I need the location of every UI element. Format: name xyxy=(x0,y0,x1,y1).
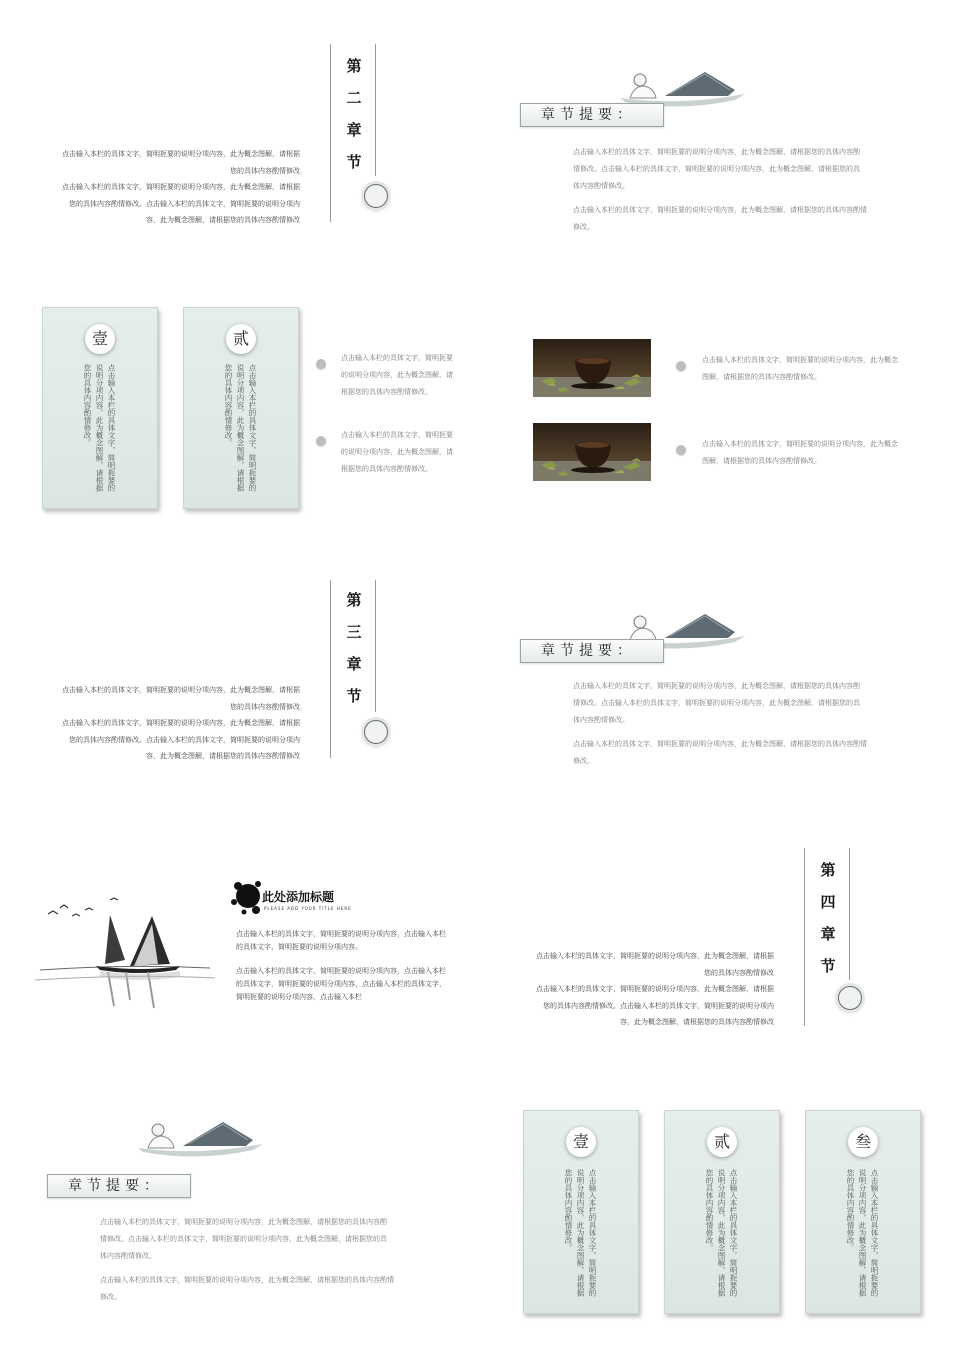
slide-summary xyxy=(480,540,960,810)
chapter-title: 第 三 章 节 xyxy=(346,591,362,705)
chapter-text: 点击输入本栏的具体文字，简明扼要的说明分项内容，此为概念图解，请根据 您的具体内容酌情修改 点击输入本栏的具体文字，简明扼要的说明分项内容，此为概念图解，请根据 您的具体内容酌情修改。点击输入本栏的具体文字，简明扼要的说明分项内 容，此为概念图解，请根据您的具体内容酌情修改 xyxy=(62,686,300,760)
bullet-icon xyxy=(676,445,686,455)
card-number: 叁 xyxy=(848,1127,878,1157)
ink-subtitle: PLEASE ADD YOUR TITLE HERE xyxy=(264,906,352,911)
chapter-circle-icon xyxy=(838,986,862,1010)
summary-label: 章节提要： xyxy=(541,643,636,659)
bullet-text: 点击输入本栏的具体文字，简明扼要 的说明分项内容，此为概念图解，请 根据您的具体内容酌情修改。 xyxy=(341,354,453,396)
bullet-icon xyxy=(316,436,326,446)
chapter-divider xyxy=(375,580,376,712)
bullet-text: 点击输入本栏的具体文字，简明扼要 的说明分项内容，此为概念图解，请 根据您的具体内容酌情修改。 xyxy=(341,431,453,473)
tea-photo xyxy=(533,339,651,397)
chapter-circle-icon xyxy=(364,720,388,744)
chapter-divider xyxy=(804,848,805,1026)
card-number: 贰 xyxy=(226,324,256,354)
summary-label: 章节提要： xyxy=(541,107,636,123)
slide-summary xyxy=(0,1080,480,1350)
chapter-text: 点击输入本栏的具体文字，简明扼要的说明分项内容，此为概念图解，请根据 您的具体内容酌情修改 点击输入本栏的具体文字，简明扼要的说明分项内容，此为概念图解，请根据 您的具体内容酌情修改。点击输入本栏的具体文字，简明扼要的说明分项内 容，此为概念图解，请根据您的具体内容酌情修改 xyxy=(536,952,774,1026)
boat-ink-icon xyxy=(128,1110,268,1160)
chapter-circle-icon xyxy=(364,184,388,208)
bullet-text: 点击输入本栏的具体文字，简明扼要的说明分项内容，此为概念 图解，请根据您的具体内容酌情修改。 xyxy=(702,356,898,381)
card-text: 点击输入本栏的具体文字，简明扼要的说明分项内容，此为概念图解，请根据您的具体内容酌情修改。 xyxy=(564,1169,597,1297)
slide-ink-title xyxy=(0,810,480,1080)
card-text: 点击输入本栏的具体文字，简明扼要的说明分项内容，此为概念图解，请根据您的具体内容酌情修改。 xyxy=(224,364,257,492)
card-number: 贰 xyxy=(707,1127,737,1157)
chapter-text: 点击输入本栏的具体文字，简明扼要的说明分项内容，此为概念图解，请根据 您的具体内容酌情修改 点击输入本栏的具体文字，简明扼要的说明分项内容，此为概念图解，请根据 您的具体内容酌情修改。点击输入本栏的具体文字，简明扼要的说明分项内 容，此为概念图解，请根据您的具体内容酌情修改 xyxy=(62,150,300,224)
slide-chapter-3 xyxy=(0,540,480,810)
ink-splash-icon xyxy=(228,872,266,918)
bullet-icon xyxy=(676,361,686,371)
chapter-divider xyxy=(330,44,331,222)
card-text: 点击输入本栏的具体文字，简明扼要的说明分项内容，此为概念图解，请根据您的具体内容酌情修改。 xyxy=(83,364,116,492)
card-1 xyxy=(523,1110,639,1314)
chapter-divider xyxy=(849,848,850,980)
slide-chapter-4 xyxy=(480,810,960,1080)
ink-paragraph: 点击输入本栏的具体文字，简明扼要的说明分项内容，点击输入本栏的具体文字，简明扼要的说明分项内容，点击输入本栏的具体文字，简明扼要的说明分项内容，点击输入本栏 xyxy=(236,967,446,1001)
summary-text: 点击输入本栏的具体文字，简明扼要的说明分项内容，此为概念图解，请根据您的具体内容酌 情修改。点击输入本栏的具体文字，简明扼要的说明分项内容，此为概念图解，请根据您的具 体内容酌情修改。 点击输入本栏的具体文字，简明扼要的说明分项内容，此为概念图解，请根据您的具体内容酌情修改。 xyxy=(573,148,867,231)
card-2 xyxy=(183,307,299,509)
slide-three-cards xyxy=(480,1080,960,1350)
summary-header-bar xyxy=(47,1174,191,1198)
slide-summary xyxy=(480,0,960,270)
slide-chapter-2 xyxy=(0,0,480,270)
slide-cards xyxy=(0,270,480,540)
bullet-icon xyxy=(316,359,326,369)
chapter-divider xyxy=(330,580,331,758)
chapter-title: 第 四 章 节 xyxy=(820,861,836,975)
card-2 xyxy=(664,1110,780,1314)
card-text: 点击输入本栏的具体文字，简明扼要的说明分项内容，此为概念图解，请根据您的具体内容酌情修改。 xyxy=(705,1169,738,1297)
sailboat-ink-icon xyxy=(30,880,220,1010)
summary-text: 点击输入本栏的具体文字，简明扼要的说明分项内容，此为概念图解，请根据您的具体内容酌 情修改。点击输入本栏的具体文字，简明扼要的说明分项内容，此为概念图解，请根据您的具 体内容酌情修改。 点击输入本栏的具体文字，简明扼要的说明分项内容，此为概念图解，请根据您的具体内容酌情修改。 xyxy=(573,682,867,765)
bullet-text: 点击输入本栏的具体文字，简明扼要的说明分项内容，此为概念 图解，请根据您的具体内容酌情修改。 xyxy=(702,440,898,465)
summary-label: 章节提要： xyxy=(68,1178,163,1194)
ink-title: 此处添加标题 xyxy=(262,890,335,904)
card-text: 点击输入本栏的具体文字，简明扼要的说明分项内容，此为概念图解，请根据您的具体内容酌情修改。 xyxy=(846,1169,879,1297)
card-number: 壹 xyxy=(85,324,115,354)
slide-photos xyxy=(480,270,960,540)
card-number: 壹 xyxy=(566,1127,596,1157)
summary-text: 点击输入本栏的具体文字，简明扼要的说明分项内容，此为概念图解，请根据您的具体内容酌 情修改。点击输入本栏的具体文字，简明扼要的说明分项内容，此为概念图解，请根据您的具 体内容酌情修改。 点击输入本栏的具体文字，简明扼要的说明分项内容，此为概念图解，请根据您的具体内容酌情修改。 xyxy=(100,1218,394,1301)
summary-header-bar xyxy=(520,639,664,663)
card-1 xyxy=(42,307,158,509)
card-3 xyxy=(805,1110,921,1314)
summary-header-bar xyxy=(520,103,664,127)
chapter-title: 第 二 章 节 xyxy=(346,57,362,171)
chapter-divider xyxy=(375,44,376,176)
tea-photo xyxy=(533,423,651,481)
ink-paragraph: 点击输入本栏的具体文字，简明扼要的说明分项内容，点击输入本栏的具体文字，简明扼要的说明分项内容。 xyxy=(236,930,446,951)
